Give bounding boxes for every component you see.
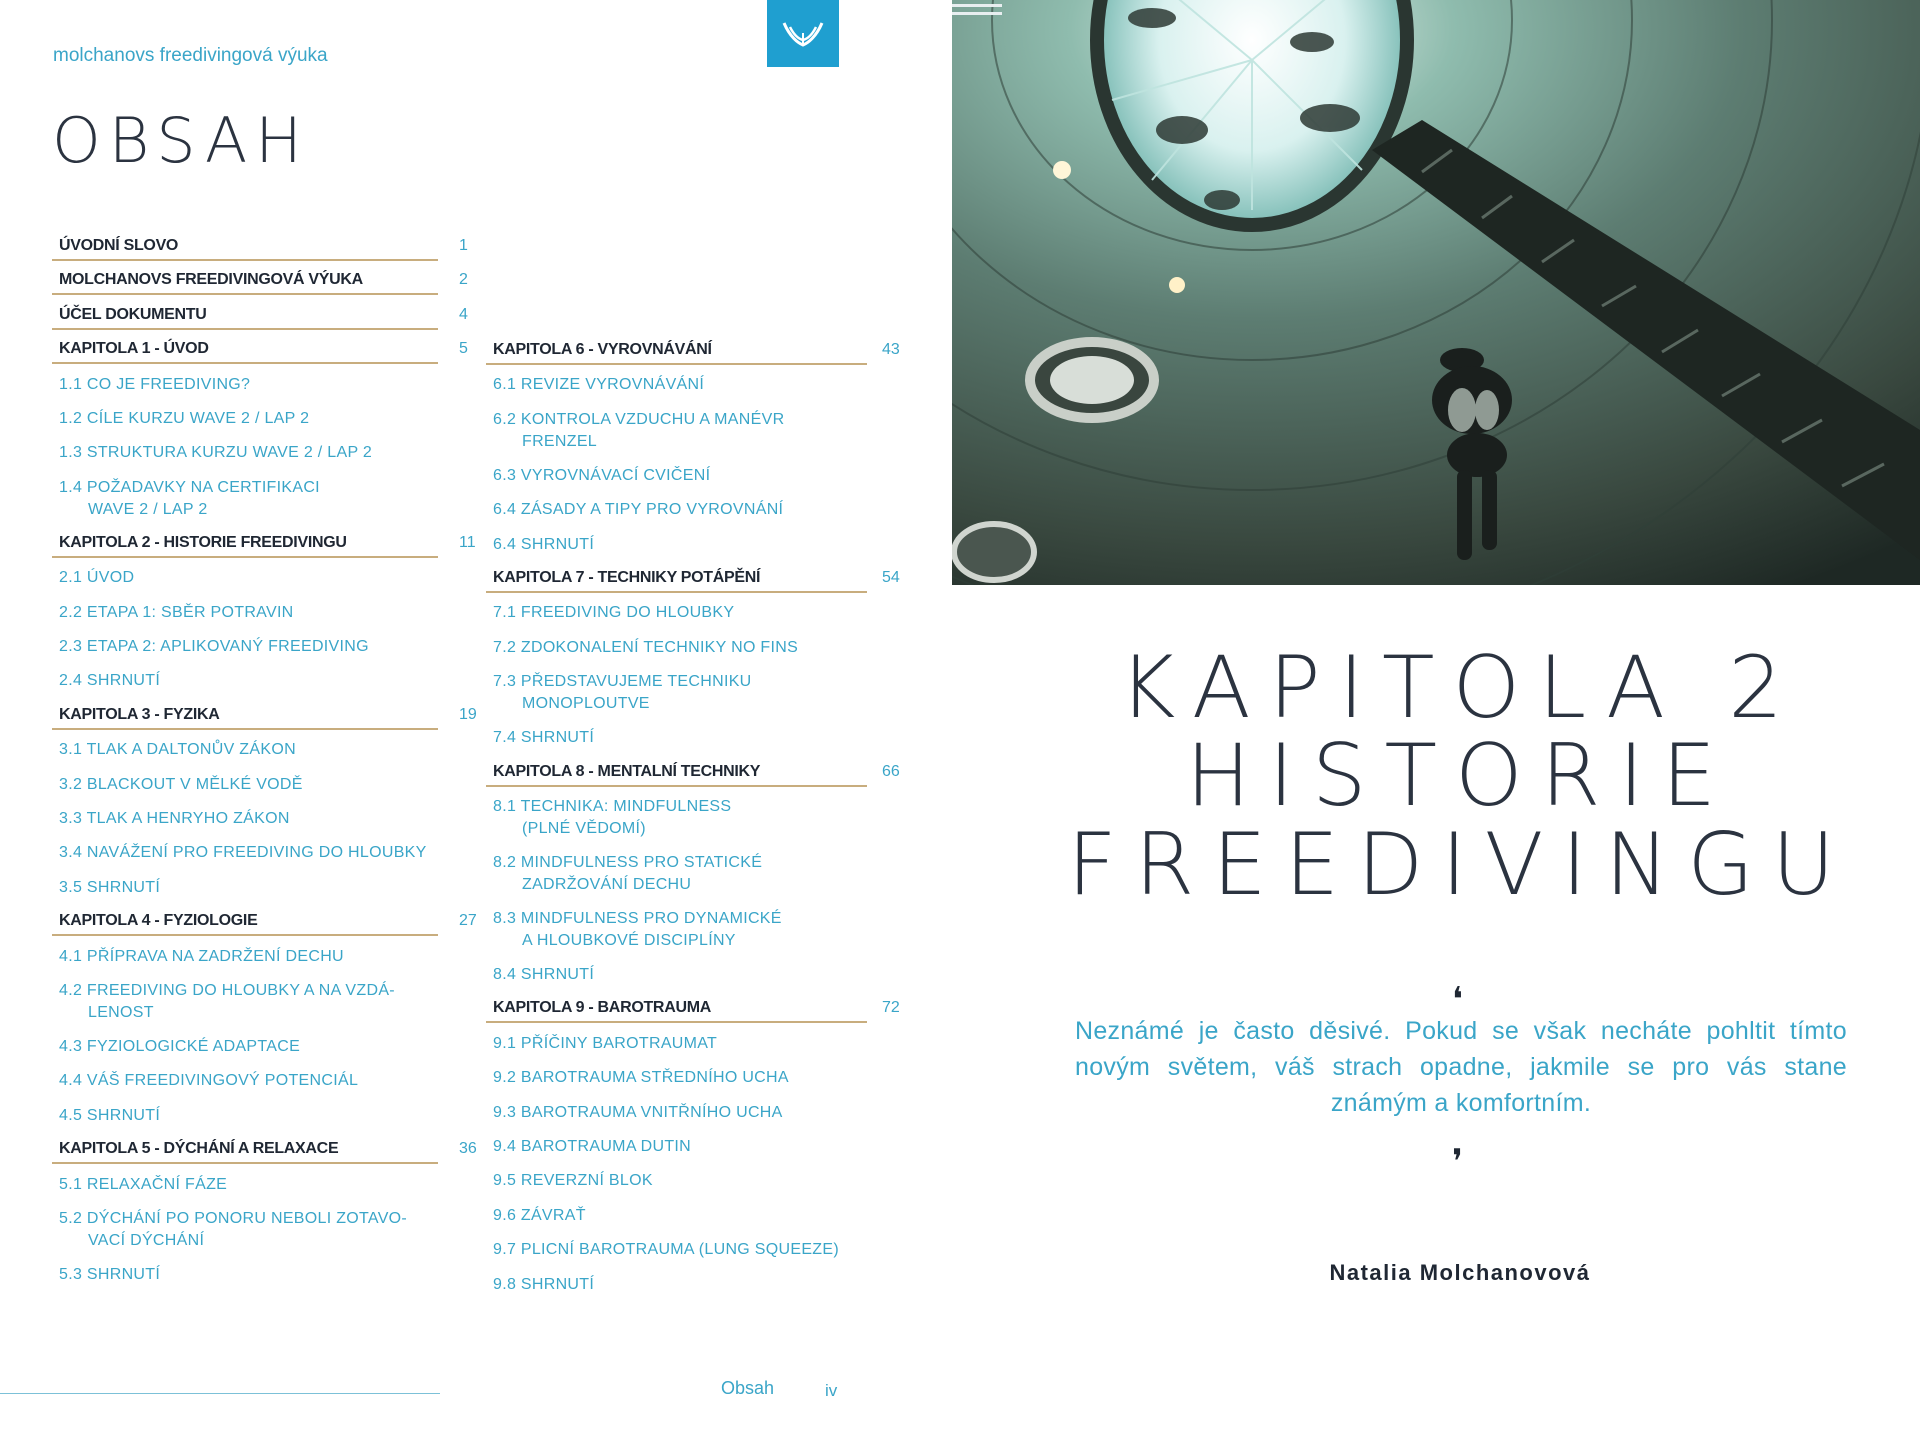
toc-section-item[interactable] bbox=[52, 1065, 445, 1092]
toc-section-item[interactable] bbox=[52, 769, 445, 796]
toc-section-item[interactable] bbox=[52, 1169, 445, 1196]
wings-logo-icon bbox=[780, 19, 826, 49]
toc-section-item[interactable] bbox=[486, 1097, 874, 1124]
page-title: OBSAH bbox=[52, 104, 310, 177]
toc-item-label: 6.3 VYROVNÁVACÍ CVIČENÍ bbox=[493, 466, 711, 484]
toc-item-label: 4.1 PŘÍPRAVA NA ZADRŽENÍ DECHU bbox=[59, 947, 344, 965]
toc-section-item[interactable] bbox=[52, 941, 445, 968]
toc-item-label: KAPITOLA 8 - MENTALNÍ TECHNIKY bbox=[493, 762, 761, 780]
toc-item-label: 9.5 REVERZNÍ BLOK bbox=[493, 1172, 653, 1190]
toc-item-label: KAPITOLA 3 - FYZIKA bbox=[59, 705, 220, 723]
toc-page-number: 36 bbox=[459, 1140, 477, 1158]
toc-section-item[interactable] bbox=[52, 837, 445, 864]
toc-page-number: 2 bbox=[459, 271, 468, 289]
toc-item-label: 9.7 PLICNÍ BAROTRAUMA (LUNG SQUEEZE) bbox=[493, 1241, 839, 1259]
toc-page-number: 11 bbox=[459, 533, 476, 551]
toc-item-label: 7.4 SHRNUTÍ bbox=[493, 729, 595, 747]
toc-item-label: 4.3 FYZIOLOGICKÉ ADAPTACE bbox=[59, 1038, 301, 1055]
toc-chapter-item[interactable] bbox=[486, 993, 867, 1023]
toc-section-item[interactable] bbox=[486, 722, 874, 749]
chapter-quote: Neznámé je často děsivé. Pokud se však necháte pohltit tímto novým světem, váš strach opadne, jakmile se pro vás stane známým a komfortním. bbox=[1075, 1017, 1847, 1117]
toc-section-item[interactable] bbox=[486, 460, 874, 487]
toc-item-label: 8.4 SHRNUTÍ bbox=[493, 966, 595, 983]
toc-section-item[interactable] bbox=[486, 369, 874, 396]
toc-item-label: KAPITOLA 2 - HISTORIE FREEDIVINGU bbox=[59, 533, 347, 551]
toc-section-item[interactable] bbox=[486, 529, 874, 556]
toc-section-item[interactable] bbox=[486, 1200, 874, 1227]
toc-section-item[interactable] bbox=[52, 437, 445, 464]
chapter-title-line2: HISTORIE bbox=[1185, 726, 1735, 826]
toc-section-item[interactable] bbox=[52, 631, 445, 658]
toc-chapter-item[interactable] bbox=[52, 700, 438, 730]
freediving-tank-photo bbox=[952, 0, 1920, 585]
toc-item-label: 3.2 BLACKOUT V MĚLKÉ VODĚ bbox=[59, 775, 303, 793]
toc-item-label: 2.1 ÚVOD bbox=[59, 569, 135, 587]
toc-item-label: 8.1 TECHNIKA: MINDFULNESS bbox=[493, 798, 732, 815]
toc-page-number: 43 bbox=[882, 341, 900, 358]
toc-item-label: 9.2 BAROTRAUMA STŘEDNÍHO UCHA bbox=[493, 1069, 789, 1087]
toc-item-label: 7.3 PŘEDSTAVUJEME TECHNIKU bbox=[493, 673, 752, 691]
toc-item-label: 5.2 DÝCHÁNÍ PO PONORU NEBOLI ZOTAVO- bbox=[59, 1210, 408, 1227]
toc-page-number: 4 bbox=[459, 305, 468, 323]
menu-icon[interactable] bbox=[952, 4, 1002, 20]
toc-item-label-continued: VACÍ DÝCHÁNÍ bbox=[88, 1232, 205, 1249]
quote-close-icon: ❜ bbox=[1452, 1142, 1463, 1182]
toc-item-label: ÚČEL DOKUMENTU bbox=[59, 305, 207, 323]
toc-item-label: 9.6 ZÁVRAŤ bbox=[493, 1206, 586, 1224]
toc-page-number: 72 bbox=[882, 999, 900, 1017]
toc-section-item[interactable] bbox=[52, 1100, 445, 1127]
toc-item-label: 3.5 SHRNUTÍ bbox=[59, 878, 161, 896]
toc-item-label: 3.4 NAVÁŽENÍ PRO FREEDIVING DO HLOUBKY bbox=[59, 844, 427, 862]
toc-section-item[interactable] bbox=[52, 975, 445, 1024]
toc-item-label: 9.8 SHRNUTÍ bbox=[493, 1275, 595, 1293]
toc-chapter-item[interactable] bbox=[52, 906, 438, 936]
toc-section-item[interactable] bbox=[486, 847, 874, 896]
toc-item-label: 8.2 MINDFULNESS PRO STATICKÉ bbox=[493, 854, 763, 871]
quote-author: Natalia Molchanovová bbox=[1329, 1260, 1591, 1285]
toc-page-number: 19 bbox=[459, 705, 477, 723]
toc-chapter-item[interactable] bbox=[52, 231, 438, 261]
toc-section-item[interactable] bbox=[486, 1131, 874, 1158]
toc-item-label: 6.4 SHRNUTÍ bbox=[493, 535, 595, 553]
toc-item-label-continued: ZADRŽOVÁNÍ DECHU bbox=[522, 876, 692, 893]
toc-section-item[interactable] bbox=[486, 903, 874, 952]
toc-item-label: 1.1 CO JE FREEDIVING? bbox=[59, 375, 251, 393]
toc-section-item[interactable] bbox=[52, 597, 445, 624]
toc-section-item[interactable] bbox=[486, 632, 874, 659]
toc-item-label: 1.3 STRUKTURA KURZU WAVE 2 / LAP 2 bbox=[59, 444, 373, 462]
toc-item-label: 2.4 SHRNUTÍ bbox=[59, 672, 161, 690]
toc-item-label: 2.2 ETAPA 1: SBĚR POTRAVIN bbox=[59, 603, 294, 621]
toc-section-item[interactable] bbox=[52, 665, 445, 692]
toc-section-item[interactable] bbox=[486, 1028, 874, 1055]
toc-section-item[interactable] bbox=[52, 1259, 445, 1286]
toc-item-label: 4.5 SHRNUTÍ bbox=[59, 1106, 161, 1124]
toc-section-item[interactable] bbox=[52, 803, 445, 830]
toc-item-label: 5.1 RELAXAČNÍ FÁZE bbox=[59, 1175, 228, 1193]
toc-page-number: 5 bbox=[459, 340, 468, 358]
toc-chapter-item[interactable] bbox=[52, 334, 438, 364]
toc-section-item[interactable] bbox=[52, 472, 445, 521]
toc-item-label: 7.2 ZDOKONALENÍ TECHNIKY NO FINS bbox=[493, 638, 799, 656]
toc-item-label: 1.4 POŽADAVKY NA CERTIFIKACI bbox=[59, 478, 320, 496]
logo-icon bbox=[767, 0, 839, 67]
toc-chapter-item[interactable] bbox=[52, 528, 438, 558]
toc-item-label-continued: LENOST bbox=[88, 1004, 154, 1021]
toc-section-item[interactable] bbox=[486, 666, 874, 715]
toc-page-number: 1 bbox=[459, 237, 468, 254]
chapter-title-line3: FREEDIVINGU bbox=[1067, 815, 1853, 915]
toc-item-label: 5.3 SHRNUTÍ bbox=[59, 1266, 161, 1283]
quote-open-icon: ❛ bbox=[1452, 980, 1463, 1020]
toc-item-label: 9.1 PŘÍČINY BAROTRAUMAT bbox=[493, 1034, 718, 1052]
toc-chapter-item[interactable] bbox=[52, 1134, 438, 1164]
toc-item-label: 9.3 BAROTRAUMA VNITŘNÍHO UCHA bbox=[493, 1103, 783, 1121]
toc-section-item[interactable] bbox=[52, 1031, 445, 1058]
toc-item-label-continued: FRENZEL bbox=[522, 432, 597, 450]
toc-item-label: KAPITOLA 7 - TECHNIKY POTÁPĚNÍ bbox=[493, 569, 761, 586]
toc-item-label: 6.4 ZÁSADY A TIPY PRO VYROVNÁNÍ bbox=[493, 501, 784, 519]
toc-section-item[interactable] bbox=[486, 1165, 874, 1192]
toc-section-item[interactable] bbox=[486, 1269, 874, 1296]
toc-chapter-item[interactable] bbox=[486, 335, 867, 365]
toc-section-item[interactable] bbox=[52, 734, 445, 761]
toc-page-number: 27 bbox=[459, 912, 477, 930]
toc-section-item[interactable] bbox=[52, 1203, 445, 1252]
toc-item-label: MOLCHANOVS FREEDIVINGOVÁ VÝUKA bbox=[59, 271, 363, 289]
toc-item-label: 4.2 FREEDIVING DO HLOUBKY A NA VZDÁ- bbox=[59, 982, 395, 999]
footer-section-label: Obsah bbox=[721, 1378, 775, 1398]
toc-chapter-item[interactable] bbox=[486, 757, 867, 787]
toc-item-label-continued: A HLOUBKOVÉ DISCIPLÍNY bbox=[522, 932, 736, 949]
toc-item-label: ÚVODNÍ SLOVO bbox=[59, 237, 179, 254]
toc-section-item[interactable] bbox=[486, 791, 874, 840]
toc-item-label: 7.1 FREEDIVING DO HLOUBKY bbox=[493, 604, 735, 622]
toc-item-label: 2.3 ETAPA 2: APLIKOVANÝ FREEDIVING bbox=[59, 638, 369, 655]
toc-item-label: 8.3 MINDFULNESS PRO DYNAMICKÉ bbox=[493, 910, 782, 927]
toc-item-label: KAPITOLA 1 - ÚVOD bbox=[59, 340, 209, 358]
toc-item-label: 3.3 TLAK A HENRYHO ZÁKON bbox=[59, 810, 290, 827]
toc-section-item[interactable] bbox=[52, 872, 445, 899]
brand-header: molchanovs freedivingová výuka bbox=[53, 45, 328, 66]
toc-item-label-continued: MONOPLOUTVE bbox=[522, 695, 650, 713]
toc-section-item[interactable] bbox=[486, 597, 874, 624]
toc-item-label: KAPITOLA 4 - FYZIOLOGIE bbox=[59, 912, 258, 930]
toc-section-item[interactable] bbox=[486, 404, 874, 453]
toc-item-label: KAPITOLA 5 - DÝCHÁNÍ A RELAXACE bbox=[59, 1140, 339, 1158]
toc-item-label: 1.2 CÍLE KURZU WAVE 2 / LAP 2 bbox=[59, 410, 310, 427]
toc-section-item[interactable] bbox=[52, 403, 445, 430]
toc-item-label: 3.1 TLAK A DALTONŮV ZÁKON bbox=[59, 741, 296, 759]
toc-item-label: 4.4 VÁŠ FREEDIVINGOVÝ POTENCIÁL bbox=[59, 1072, 359, 1090]
toc-section-item[interactable] bbox=[486, 959, 874, 986]
toc-item-label: 6.2 KONTROLA VZDUCHU A MANÉVR bbox=[493, 410, 785, 428]
toc-section-item[interactable] bbox=[486, 1062, 874, 1089]
footer-page-number: iv bbox=[825, 1381, 838, 1400]
toc-section-item[interactable] bbox=[52, 562, 445, 589]
toc-item-label-continued: WAVE 2 / LAP 2 bbox=[88, 500, 208, 518]
toc-item-label: KAPITOLA 6 - VYROVNÁVÁNÍ bbox=[493, 341, 712, 358]
toc-section-item[interactable] bbox=[52, 369, 445, 396]
toc-section-item[interactable] bbox=[486, 1234, 874, 1261]
toc-page-number: 66 bbox=[882, 762, 900, 780]
toc-chapter-item[interactable] bbox=[52, 265, 438, 295]
footer-divider bbox=[0, 1393, 440, 1394]
toc-item-label-continued: (PLNÉ VĚDOMÍ) bbox=[522, 820, 646, 837]
toc-item-label: 6.1 REVIZE VYROVNÁVÁNÍ bbox=[493, 376, 705, 394]
toc-page-number: 54 bbox=[882, 569, 900, 586]
toc-item-label: KAPITOLA 9 - BAROTRAUMA bbox=[493, 999, 711, 1017]
toc-chapter-item[interactable] bbox=[486, 563, 867, 593]
toc-chapter-item[interactable] bbox=[52, 300, 438, 330]
toc-item-label: 9.4 BAROTRAUMA DUTIN bbox=[493, 1138, 692, 1155]
chapter-title-line1: KAPITOLA 2 bbox=[1119, 638, 1801, 738]
toc-section-item[interactable] bbox=[486, 494, 874, 521]
